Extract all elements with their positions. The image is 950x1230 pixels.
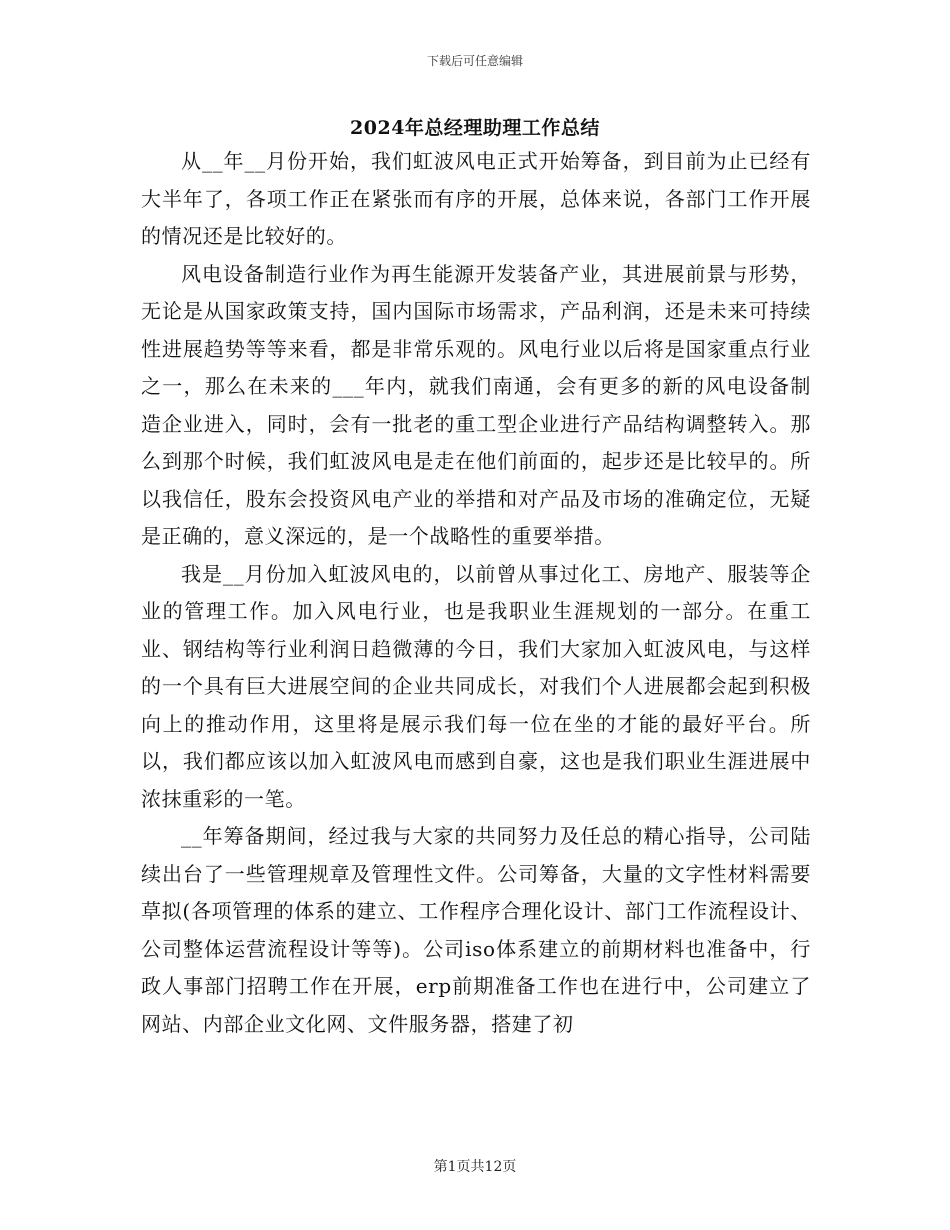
paragraph-4: __年筹备期间，经过我与大家的共同努力及任总的精心指导，公司陆续出台了一些管理规章及管理性文件。公司筹备，大量的文字性材料需要草拟(各项管理的体系的建立、工作程序合理化设计、部门工作流程设计、公司整体运营流程设计等等)。公司iso体系建立的前期材料也准备中，行政人事部门招聘工作在开展，erp前期准备工作也在进行中，公司建立了网站、内部企业文化网、文件服务器，搭建了初 xyxy=(141,824,811,1036)
paragraph-2: 风电设备制造行业作为再生能源开发装备产业，其进展前景与形势，无论是从国家政策支持，国内国际市场需求，产品利润，还是未来可持续性进展趋势等等来看，都是非常乐观的。风电行业以后将是国家重点行业之一，那么在未来的___年内，就我们南通，会有更多的新的风电设备制造企业进入，同时，会有一批老的重工型企业进行产品结构调整转入。那么到那个时候，我们虹波风电是走在他们前面的，起步还是比较早的。所以我信任，股东会投资风电产业的举措和对产品及市场的准确定位，无疑是正确的，意义深远的，是一个战略性的重要举措。 xyxy=(141,261,811,548)
paragraph-1: 从__年__月份开始，我们虹波风电正式开始筹备，到目前为止已经有大半年了，各项工作正在紧张而有序的开展，总体来说，各部门工作开展的情况还是比较好的。 xyxy=(141,149,811,248)
page-header-note: 下载后可任意编辑 xyxy=(426,54,523,68)
paragraph-3: 我是__月份加入虹波风电的，以前曾从事过化工、房地产、服装等企业的管理工作。加入风电行业，也是我职业生涯规划的一部分。在重工业、钢结构等行业利润日趋微薄的今日，我们大家加入虹波风电，与这样的一个具有巨大进展空间的企业共同成长，对我们个人进展都会起到积极向上的推动作用，这里将是展示我们每一位在坐的才能的最好平台。所以，我们都应该以加入虹波风电而感到自豪，这也是我们职业生涯进展中浓抹重彩的一笔。 xyxy=(141,561,811,811)
document-body xyxy=(141,143,811,1043)
document-title: 2024年总经理助理工作总结 xyxy=(350,117,600,139)
page-number: 第1页共12页 xyxy=(433,1159,517,1175)
